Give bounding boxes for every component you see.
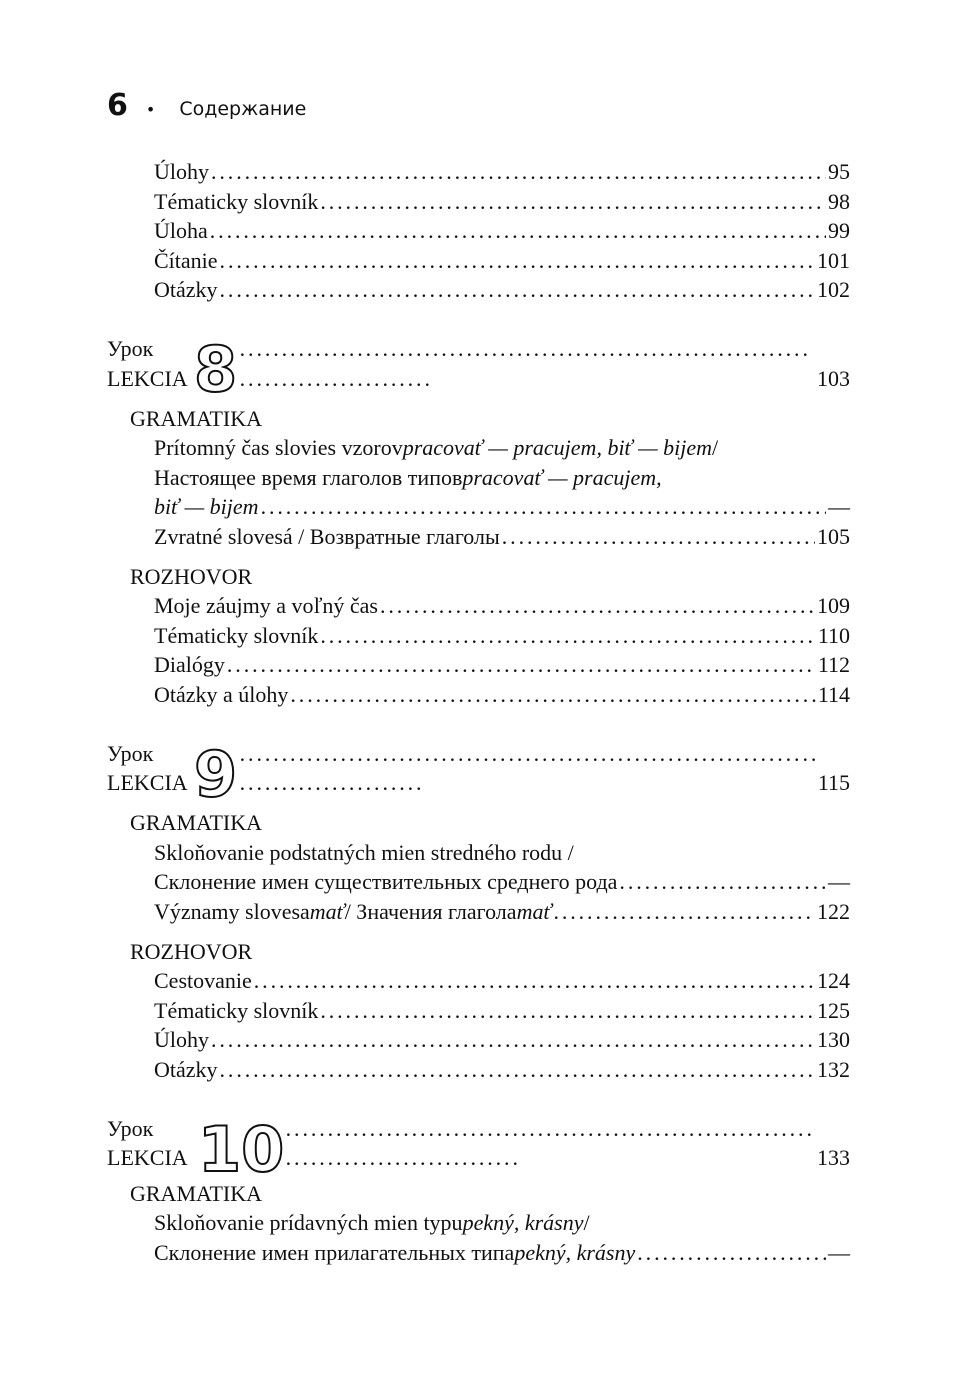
toc-entry[interactable] bbox=[107, 966, 850, 996]
page-ref[interactable]: 133 bbox=[817, 1145, 850, 1170]
page-ref: 125 bbox=[817, 997, 850, 1023]
table-of-contents bbox=[107, 157, 850, 1267]
dot-leader bbox=[220, 275, 815, 305]
page-ref: 112 bbox=[817, 652, 850, 677]
toc-entry[interactable] bbox=[107, 187, 850, 217]
section-title: GRAMATIKA bbox=[130, 405, 262, 431]
toc-entry[interactable] bbox=[107, 591, 850, 621]
page-ref: 132 bbox=[817, 1056, 850, 1082]
entry-label: Tématicky slovník bbox=[154, 997, 319, 1023]
entry-label: Otázky a úlohy bbox=[154, 681, 289, 707]
dot-leader bbox=[320, 996, 815, 1026]
lesson-10 bbox=[107, 1114, 850, 1268]
entry-label: Otázky bbox=[154, 1056, 218, 1082]
page-ref: 95 bbox=[828, 159, 850, 184]
toc-entry[interactable] bbox=[107, 275, 850, 305]
running-header bbox=[107, 88, 306, 123]
entry-label: Tématicky slovník bbox=[154, 622, 319, 648]
dot-leader bbox=[211, 157, 826, 187]
lesson-ru-label: Урок bbox=[107, 1115, 154, 1141]
lesson-number-10 bbox=[194, 1119, 284, 1177]
dot-leader bbox=[240, 739, 816, 798]
dot-leader bbox=[286, 1114, 815, 1173]
page-ref: 109 bbox=[817, 593, 850, 618]
lesson-sk-label: LEKCIA bbox=[107, 365, 188, 391]
dot-leader bbox=[380, 591, 815, 621]
entry-label: Úloha bbox=[154, 218, 208, 243]
section-title: ROZHOVOR bbox=[130, 938, 253, 964]
page-ref[interactable]: 103 bbox=[817, 365, 850, 391]
entry-label: Moje záujmy a voľný čas bbox=[154, 593, 378, 618]
toc-entry-cont[interactable]: biť — bijem . . . — bbox=[107, 492, 850, 522]
svg-text:8: 8 bbox=[193, 339, 237, 397]
page-ref: 130 bbox=[817, 1027, 850, 1052]
toc-entry-cont[interactable]: Склонение имен существительных среднего рода . . . — bbox=[107, 867, 850, 897]
lesson-sk-label: LEKCIA bbox=[107, 770, 188, 795]
lesson-ru-label: Урок bbox=[107, 336, 154, 361]
entry-label: Cestovanie bbox=[154, 968, 252, 993]
toc-entry[interactable] bbox=[107, 157, 850, 187]
section-title: GRAMATIKA bbox=[130, 810, 262, 835]
svg-text:10: 10 bbox=[197, 1118, 284, 1177]
dot-leader bbox=[320, 621, 815, 651]
bullet: • bbox=[145, 100, 156, 119]
page-ref: 102 bbox=[817, 277, 850, 302]
lesson-9 bbox=[107, 739, 850, 1085]
dot-leader bbox=[240, 334, 815, 393]
toc-entry-cont[interactable]: Склонение имен прилагательных типа pekný, krásny . . . — bbox=[107, 1238, 850, 1268]
entry-label: Otázky bbox=[154, 277, 218, 302]
page-ref: 101 bbox=[817, 247, 850, 273]
dot-leader bbox=[211, 1025, 815, 1055]
toc-entry-cont[interactable]: Настоящее время глаголов типов pracovať — pracujem, bbox=[154, 464, 662, 490]
toc-entry[interactable]: Prítomný čas slovies vzorov pracovať — pracujem, biť — bijem / bbox=[154, 435, 719, 460]
page-ref: 124 bbox=[817, 968, 850, 993]
lesson-number-8 bbox=[194, 339, 238, 397]
toc-entry[interactable] bbox=[107, 1025, 850, 1055]
toc-entry[interactable]: Zvratné slovesá / Возвратные глаголы . . . 105 bbox=[107, 522, 850, 552]
toc-entry[interactable]: Skloňovanie prídavných mien typu pekný, krásny / bbox=[154, 1210, 590, 1235]
lesson-8 bbox=[107, 334, 850, 709]
section-title: GRAMATIKA bbox=[130, 1180, 262, 1206]
entry-label: Dialógy bbox=[154, 652, 225, 677]
dot-leader bbox=[320, 187, 826, 217]
entry-label: Čítanie bbox=[154, 247, 218, 273]
lesson-ru-label: Урок bbox=[107, 740, 154, 766]
lesson-sk-label: LEKCIA bbox=[107, 1145, 188, 1170]
entry-label: Úlohy bbox=[154, 1027, 209, 1052]
svg-text:9: 9 bbox=[193, 743, 237, 802]
toc-entry[interactable]: Skloňovanie podstatných mien stredného rodu / bbox=[154, 839, 574, 865]
toc-entry[interactable] bbox=[107, 680, 850, 710]
header-title: Содержание bbox=[179, 98, 307, 120]
page-ref: 110 bbox=[817, 622, 850, 648]
dot-leader bbox=[227, 650, 816, 680]
toc-entry[interactable] bbox=[107, 216, 850, 246]
dot-leader bbox=[290, 680, 815, 710]
toc-entry[interactable] bbox=[107, 621, 850, 651]
toc-entry[interactable] bbox=[107, 996, 850, 1026]
toc-entry[interactable] bbox=[107, 650, 850, 680]
page-ref: 99 bbox=[828, 218, 850, 243]
page-ref: 98 bbox=[828, 188, 850, 214]
toc-entry[interactable] bbox=[107, 1055, 850, 1085]
section-title: ROZHOVOR bbox=[130, 563, 253, 589]
page-ref[interactable]: 115 bbox=[817, 770, 850, 795]
toc-entry[interactable] bbox=[107, 246, 850, 276]
lesson-number-9 bbox=[194, 744, 238, 802]
entry-label: Úlohy bbox=[154, 159, 209, 184]
dot-leader bbox=[254, 966, 815, 996]
dot-leader bbox=[220, 246, 815, 276]
dot-leader bbox=[220, 1055, 815, 1085]
entry-label: Tématicky slovník bbox=[154, 188, 319, 214]
page-number: 6 bbox=[107, 88, 128, 123]
toc-entry[interactable]: Významy slovesa mať / Значения глагола mať . . . 122 bbox=[107, 897, 850, 927]
page-ref: 114 bbox=[817, 681, 850, 707]
dot-leader bbox=[210, 216, 826, 246]
